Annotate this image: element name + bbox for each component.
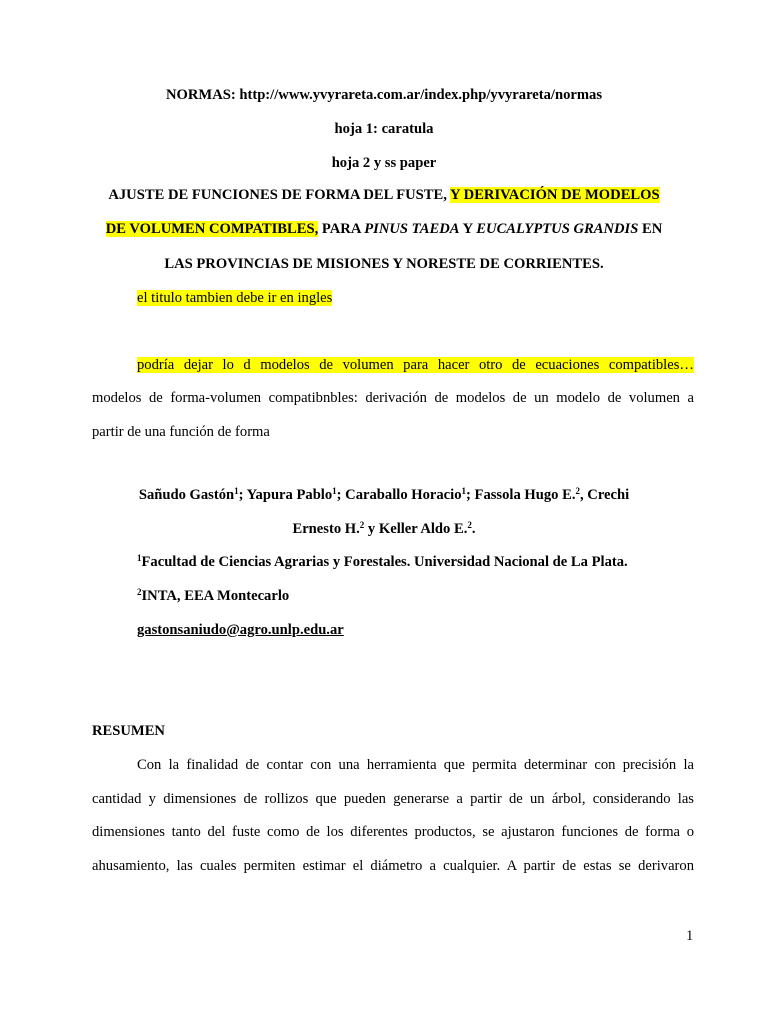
author-name: ; Caraballo Horacio (336, 487, 462, 503)
affiliation-sup: 2 (359, 520, 365, 530)
affiliation-sup: 1 (461, 486, 467, 496)
author-name: ; Fassola Hugo E. (466, 487, 576, 503)
affiliation-1 (137, 553, 628, 571)
normas-url-line: NORMAS: http://www.yvyrareta.com.ar/index.php/yvyrareta/normas (165, 87, 603, 103)
comment-line-2: modelos de forma-volumen compatibnbles: derivación de modelos de un modelo de volumen a (92, 390, 694, 406)
affiliation-sup: 2 (137, 587, 142, 597)
affiliation-text: INTA, EEA Montecarlo (141, 588, 290, 604)
resumen-line-2: cantidad y dimensiones de rollizos que pueden generarse a partir de un árbol, considerando las (92, 791, 694, 807)
affiliation-text: Facultad de Ciencias Agrarias y Forestales. Universidad Nacional de La Plata. (141, 554, 628, 570)
affiliation-sup: 2 (575, 486, 580, 496)
email-link[interactable]: gastonsaniudo@agro.unlp.edu.ar (137, 622, 344, 638)
title-text: PARA (318, 221, 365, 237)
author-name: Sañudo Gastón (138, 487, 235, 503)
authors-line-1 (0, 486, 768, 504)
affiliation-sup: 1 (332, 486, 337, 496)
species-name: EUCALYPTUS GRANDIS (476, 221, 639, 237)
title-text: AJUSTE DE FUNCIONES DE FORMA DEL FUSTE, (108, 187, 447, 203)
resumen-line-1: Con la finalidad de contar con una herramienta que permita determinar con precisión la (137, 757, 694, 773)
affiliation-sup: 1 (137, 553, 142, 563)
affiliation-2 (137, 587, 289, 605)
title-highlight: Y DERIVACIÓN DE MODELOS (450, 187, 660, 203)
comment-highlight: podría dejar lo d modelos de volumen para hacer otro de ecuaciones compatibles… (137, 357, 694, 373)
author-name: y Keller Aldo E. (364, 521, 468, 537)
comment-line-1 (137, 356, 694, 374)
affiliation-sup: 1 (234, 486, 239, 496)
title-line-3: LAS PROVINCIAS DE MISIONES Y NORESTE DE CORRIENTES. (164, 256, 604, 272)
authors-line-2 (0, 520, 768, 538)
email-line (137, 621, 344, 639)
hoja1-line: hoja 1: caratula (334, 121, 434, 137)
title-line-1 (0, 186, 768, 204)
hoja2-line: hoja 2 y ss paper (331, 155, 437, 171)
affiliation-sup: 2 (467, 520, 472, 530)
author-name: ; Yapura Pablo (238, 487, 333, 503)
author-name: Ernesto H. (292, 521, 360, 537)
title-text: EN (638, 221, 663, 237)
comment-line-3: partir de una función de forma (92, 424, 270, 440)
resumen-line-3: dimensiones tanto del fuste como de los diferentes productos, se ajustaron funciones de forma o (92, 824, 694, 840)
title-note (137, 289, 694, 307)
title-note-highlight: el titulo tambien debe ir en ingles (137, 290, 333, 306)
species-name: PINUS TAEDA (364, 221, 460, 237)
title-text: Y (459, 221, 477, 237)
author-name: , Crechi (579, 487, 630, 503)
page-number: 1 (686, 928, 694, 944)
author-punct: . (471, 521, 476, 537)
title-line-2 (0, 220, 768, 238)
resumen-heading: RESUMEN (92, 723, 165, 739)
resumen-line-4: ahusamiento, las cuales permiten estimar el diámetro a cualquier. A partir de estas se derivaron (92, 858, 694, 874)
title-highlight: DE VOLUMEN COMPATIBLES, (105, 221, 319, 237)
